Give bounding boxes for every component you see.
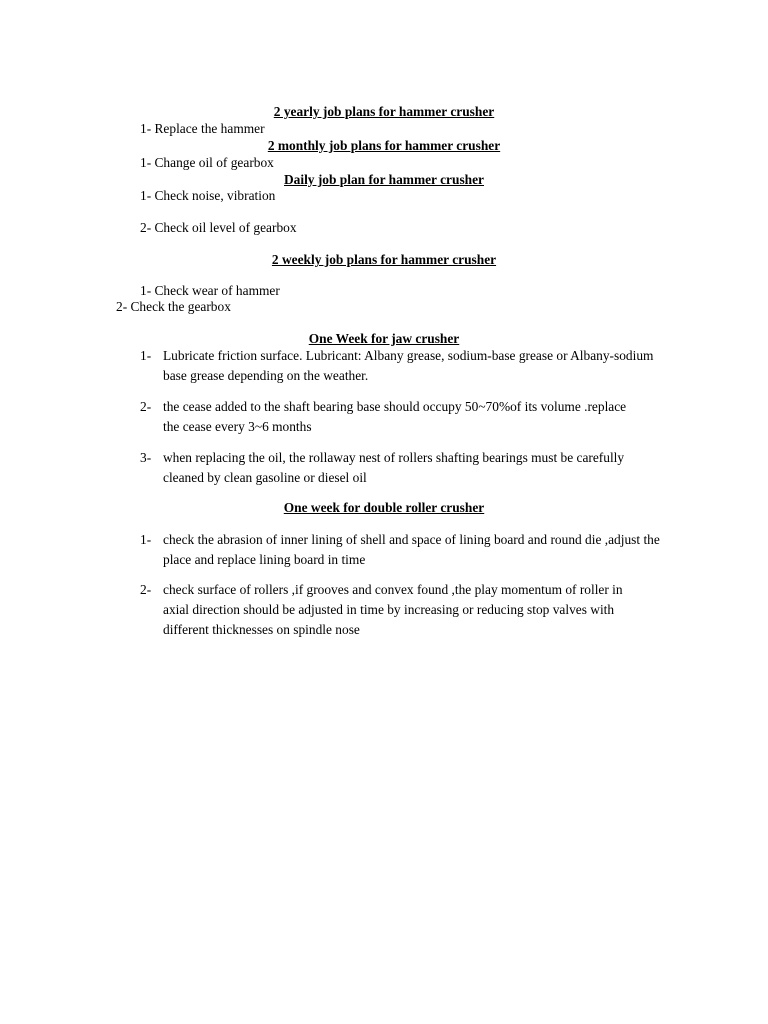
list-item: 2- Check oil level of gearbox <box>140 220 297 235</box>
list-item: 1- Check noise, vibration <box>140 188 276 203</box>
list-item: 1- Replace the hammer <box>140 121 265 136</box>
list-item: when replacing the oil, the rollaway nest of rollers shafting bearings must be carefully cleaned by clean gasoline or diesel oil <box>163 450 625 485</box>
list-item: check surface of rollers ,if grooves and convex found ,the play momentum of roller in axial direction should be adjusted in time by increasing or reducing stop valves with different thicknesses on spindle nose <box>163 582 623 637</box>
heading-monthly-hammer: 2 monthly job plans for hammer crusher <box>267 138 501 153</box>
heading-yearly-hammer: 2 yearly job plans for hammer crusher <box>273 104 495 119</box>
list-number: 3- <box>140 450 152 465</box>
list-number: 1- <box>140 532 152 547</box>
list-item: 1- Check wear of hammer <box>140 283 280 298</box>
list-item: the cease added to the shaft bearing base should occupy 50~70%of its volume .replace the cease every 3~6 months <box>163 399 627 434</box>
heading-weekly-hammer: 2 weekly job plans for hammer crusher <box>271 252 497 267</box>
heading-jaw-crusher: One Week for jaw crusher <box>308 331 460 346</box>
list-item: check the abrasion of inner lining of shell and space of lining board and round die ,adjust the place and replace lining board in time <box>163 532 660 567</box>
list-number: 2- <box>140 582 152 597</box>
list-item: 2- Check the gearbox <box>116 299 231 314</box>
heading-daily-hammer: Daily job plan for hammer crusher <box>284 172 484 187</box>
list-number: 1- <box>140 348 152 363</box>
list-item: Lubricate friction surface. Lubricant: Albany grease, sodium-base grease or Albany-sodium base grease depending on the weather. <box>163 348 654 383</box>
list-item: 1- Change oil of gearbox <box>140 155 274 170</box>
list-number: 2- <box>140 399 152 414</box>
heading-double-roller-crusher: One week for double roller crusher <box>283 500 485 515</box>
